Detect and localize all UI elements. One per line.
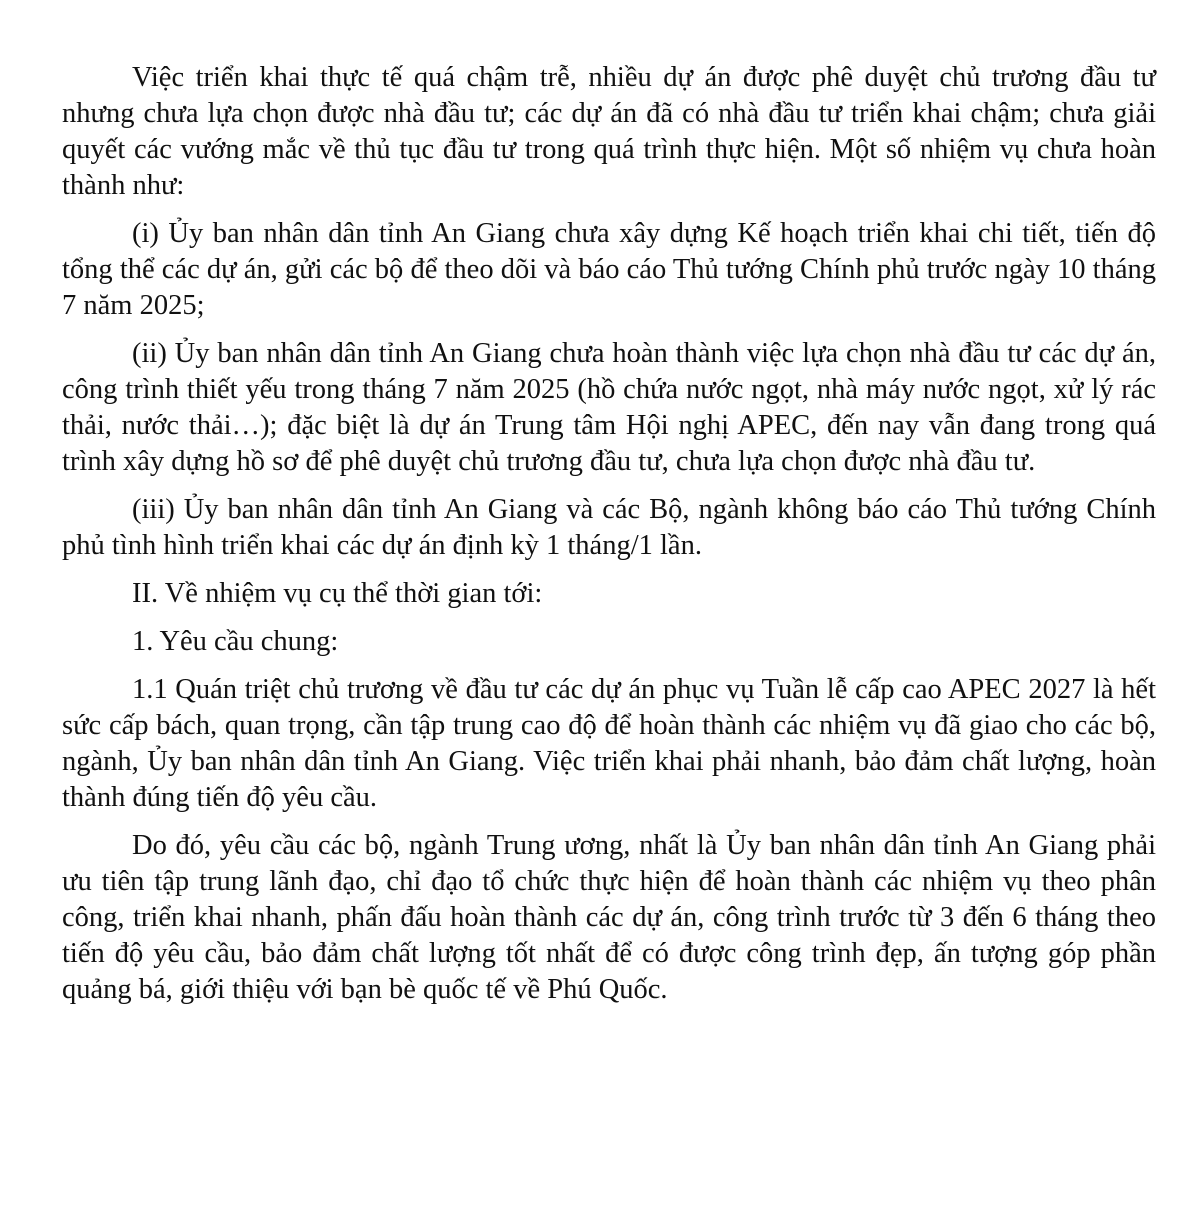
paragraph-1-1: 1.1 Quán triệt chủ trương về đầu tư các dự án phục vụ Tuần lễ cấp cao APEC 2027 là hết sức cấp bách, quan trọng, cần tập trung cao độ để hoàn thành các nhiệm vụ đã giao cho các bộ, ngành, Ủy ban nhân dân tỉnh An Giang. Việc triển khai phải nhanh, bảo đảm chất lượng, hoàn thành đúng tiến độ yêu cầu. <box>62 674 1156 813</box>
subsection-heading-general-requirements: 1. Yêu cầu chung: <box>132 626 339 657</box>
section-heading-ii: II. Về nhiệm vụ cụ thể thời gian tới: <box>132 578 543 609</box>
paragraph-item-ii: (ii) Ủy ban nhân dân tỉnh An Giang chưa hoàn thành việc lựa chọn nhà đầu tư các dự án, công trình thiết yếu trong tháng 7 năm 2025 (hồ chứa nước ngọt, nhà máy nước ngọt, xử lý rác thải, nước thải…); đặc biệt là dự án Trung tâm Hội nghị APEC, đến nay vẫn đang trong quá trình xây dựng hồ sơ để phê duyệt chủ trương đầu tư, chưa lựa chọn được nhà đầu tư. <box>62 338 1156 477</box>
paragraph-item-iii: (iii) Ủy ban nhân dân tỉnh An Giang và các Bộ, ngành không báo cáo Thủ tướng Chính phủ tình hình triển khai các dự án định kỳ 1 tháng/1 lần. <box>62 494 1156 561</box>
paragraph-therefore: Do đó, yêu cầu các bộ, ngành Trung ương, nhất là Ủy ban nhân dân tỉnh An Giang phải ưu tiên tập trung lãnh đạo, chỉ đạo tổ chức thực hiện để hoàn thành các nhiệm vụ theo phân công, triển khai nhanh, phấn đấu hoàn thành các dự án, công trình trước từ 3 đến 6 tháng theo tiến độ yêu cầu, bảo đảm chất lượng tốt nhất để có được công trình đẹp, ấn tượng góp phần quảng bá, giới thiệu với bạn bè quốc tế về Phú Quốc. <box>62 830 1156 1005</box>
paragraph-implementation-delays: Việc triển khai thực tế quá chậm trễ, nhiều dự án được phê duyệt chủ trương đầu tư nhưng chưa lựa chọn được nhà đầu tư; các dự án đã có nhà đầu tư triển khai chậm; chưa giải quyết các vướng mắc về thủ tục đầu tư trong quá trình thực hiện. Một số nhiệm vụ chưa hoàn thành như: <box>62 62 1156 201</box>
document-page <box>62 60 1156 1020</box>
paragraph-item-i: (i) Ủy ban nhân dân tỉnh An Giang chưa xây dựng Kế hoạch triển khai chi tiết, tiến độ tổng thể các dự án, gửi các bộ để theo dõi và báo cáo Thủ tướng Chính phủ trước ngày 10 tháng 7 năm 2025; <box>62 218 1156 321</box>
